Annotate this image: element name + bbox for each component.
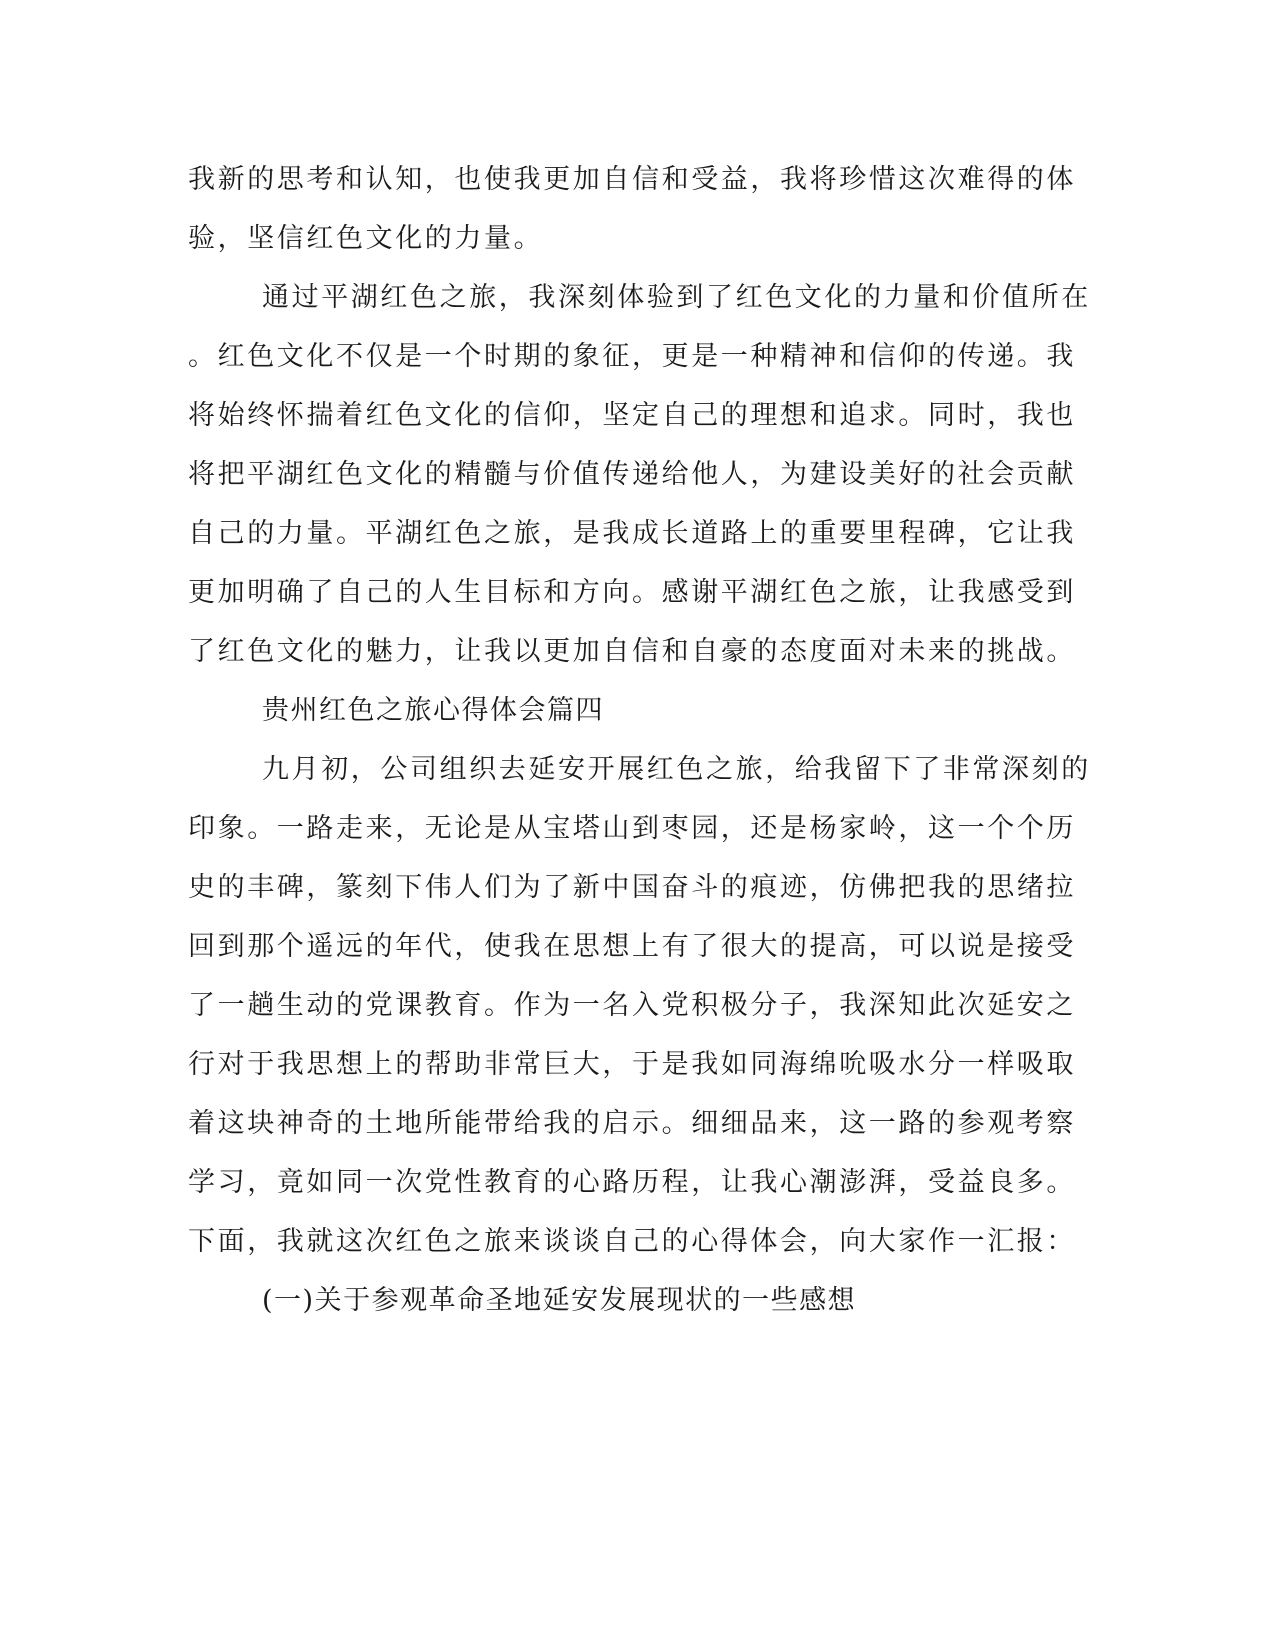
text-line: 行对于我思想上的帮助非常巨大，于是我如同海绵吮吸水分一样吸取 bbox=[188, 1049, 1076, 1080]
text-line: 验，坚信红色文化的力量。 bbox=[188, 223, 544, 254]
text-line: 更加明确了自己的人生目标和方向。感谢平湖红色之旅，让我感受到 bbox=[188, 577, 1076, 608]
paragraph-first-line: 九月初，公司组织去延安开展红色之旅，给我留下了非常深刻的 bbox=[262, 754, 1091, 785]
text-line: 学习，竟如同一次党性教育的心路历程，让我心潮澎湃，受益良多。 bbox=[188, 1167, 1076, 1198]
section-heading: 贵州红色之旅心得体会篇四 bbox=[262, 695, 604, 726]
text-line: 将把平湖红色文化的精髓与价值传递给他人，为建设美好的社会贡献 bbox=[188, 459, 1076, 490]
text-line: 印象。一路走来，无论是从宝塔山到枣园，还是杨家岭，这一个个历 bbox=[188, 813, 1076, 844]
text-line: 了一趟生动的党课教育。作为一名入党积极分子，我深知此次延安之 bbox=[188, 990, 1076, 1021]
text-line: 。红色文化不仅是一个时期的象征，更是一种精神和信仰的传递。我 bbox=[188, 341, 1076, 372]
text-line: 了红色文化的魅力，让我以更加自信和自豪的态度面对未来的挑战。 bbox=[188, 636, 1076, 667]
text-line: 下面，我就这次红色之旅来谈谈自己的心得体会，向大家作一汇报： bbox=[188, 1226, 1076, 1257]
text-line: 回到那个遥远的年代，使我在思想上有了很大的提高，可以说是接受 bbox=[188, 931, 1076, 962]
paragraph-first-line: 通过平湖红色之旅，我深刻体验到了红色文化的力量和价值所在 bbox=[262, 282, 1091, 313]
text-line: 我新的思考和认知，也使我更加自信和受益，我将珍惜这次难得的体 bbox=[188, 164, 1076, 195]
text-line: 自己的力量。平湖红色之旅，是我成长道路上的重要里程碑，它让我 bbox=[188, 518, 1076, 549]
subsection-heading: (一)关于参观革命圣地延安发展现状的一些感想 bbox=[262, 1285, 857, 1316]
text-line: 史的丰碑，篆刻下伟人们为了新中国奋斗的痕迹，仿佛把我的思绪拉 bbox=[188, 872, 1076, 903]
text-line: 着这块神奇的土地所能带给我的启示。细细品来，这一路的参观考察 bbox=[188, 1108, 1076, 1139]
text-line: 将始终怀揣着红色文化的信仰，坚定自己的理想和追求。同时，我也 bbox=[188, 400, 1076, 431]
